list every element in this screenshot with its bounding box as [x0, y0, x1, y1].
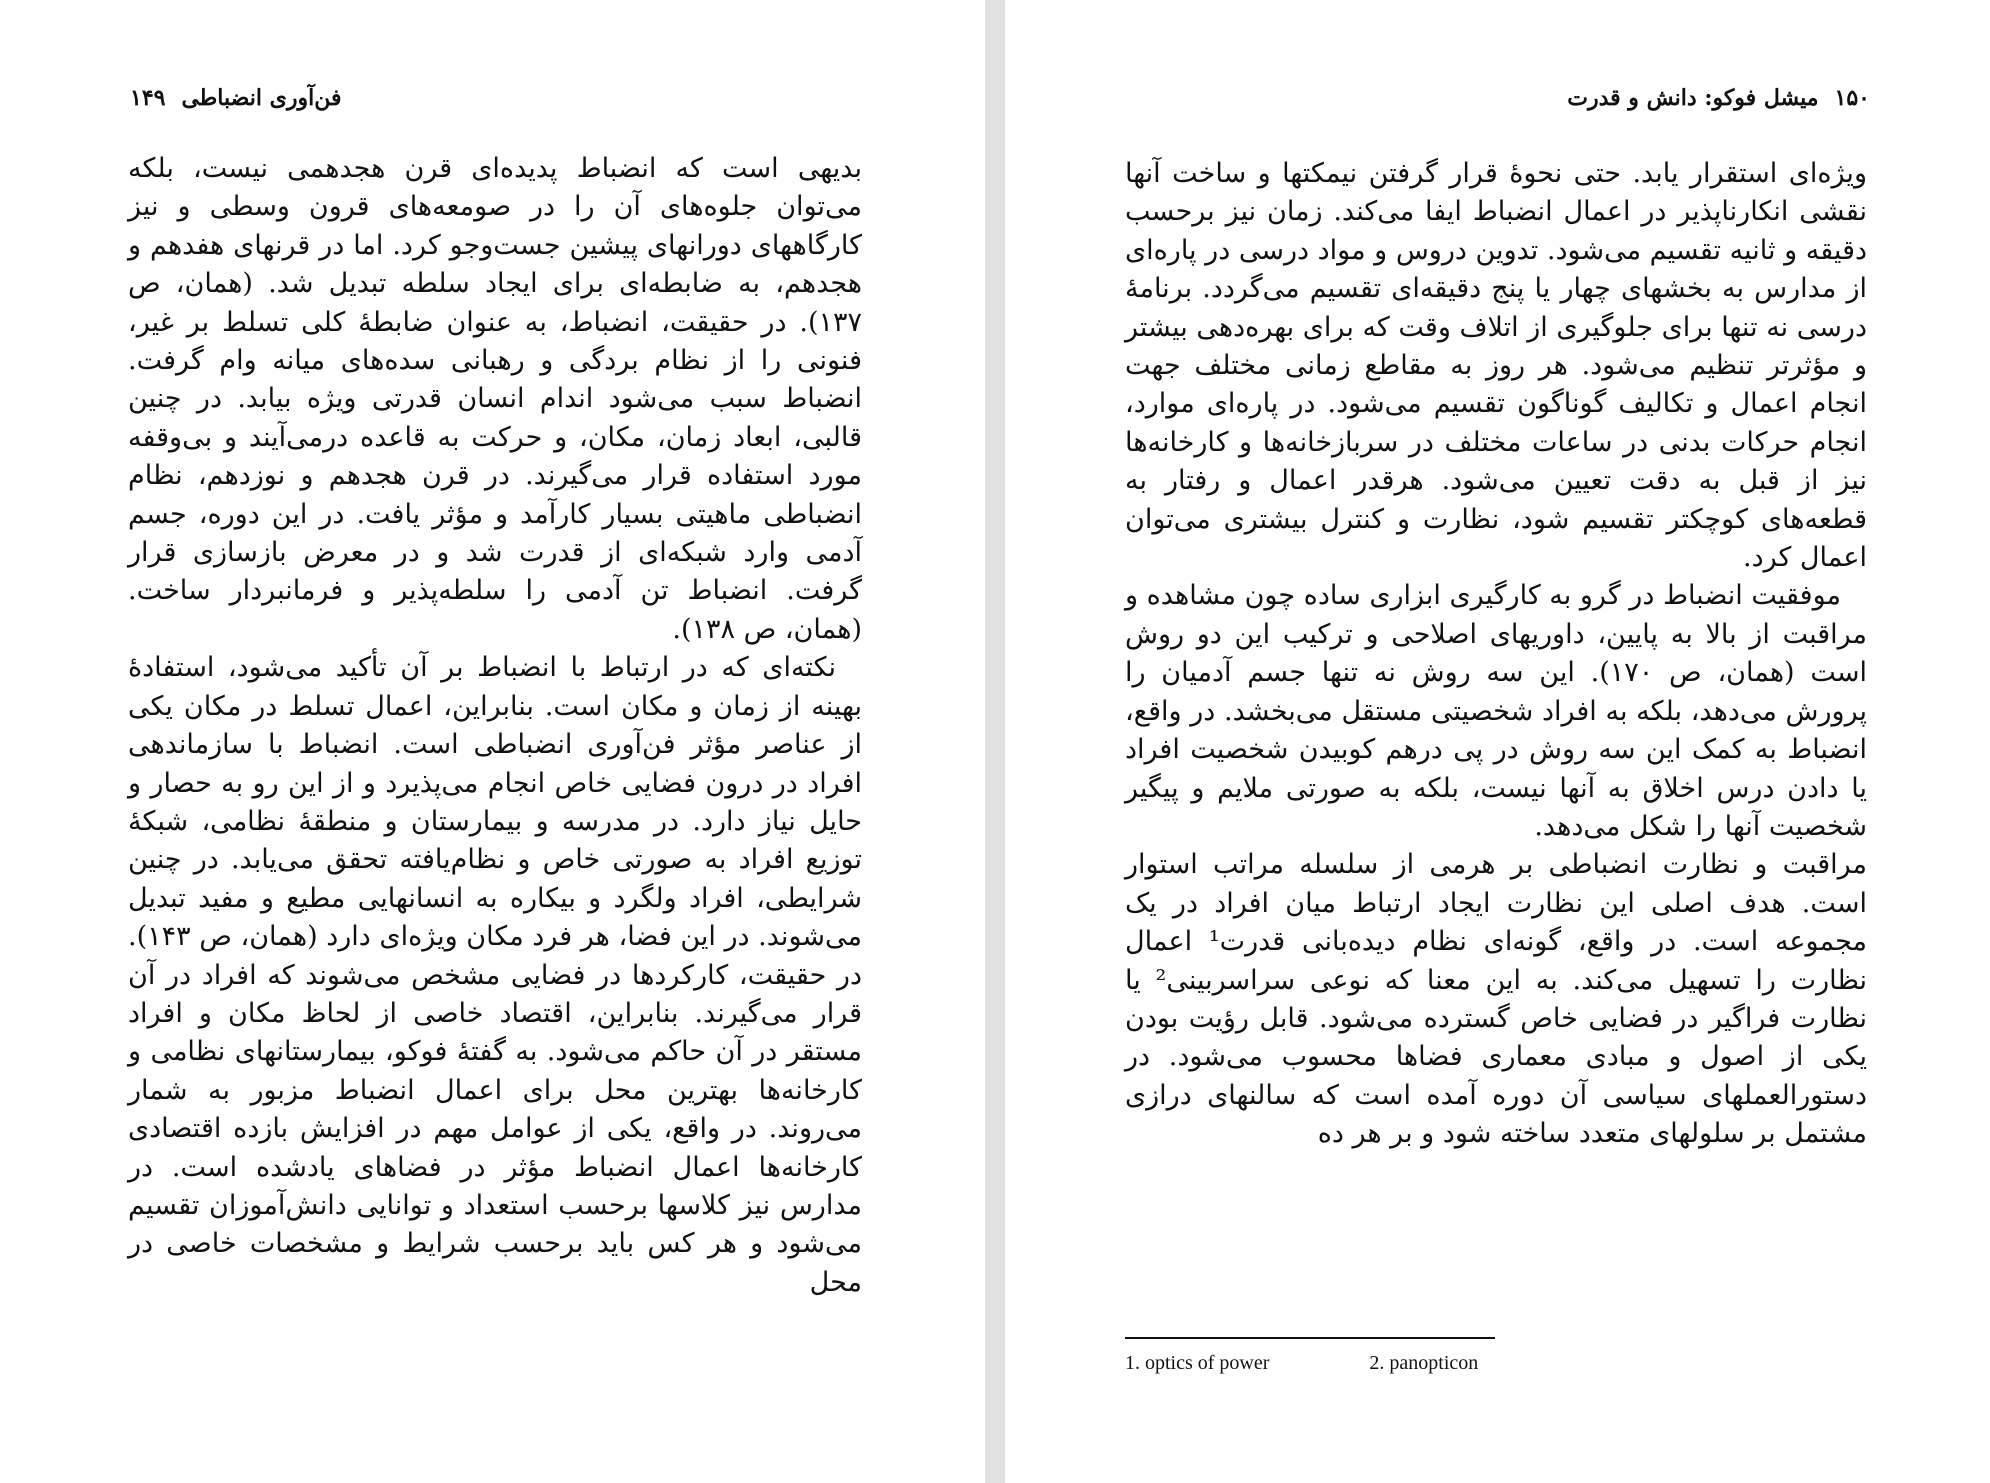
footnote: 2. panopticon — [1369, 1352, 1479, 1374]
page-number: ۱۵۰ — [1834, 85, 1870, 111]
right-page — [1005, 0, 1990, 1483]
body-text — [128, 150, 862, 1302]
footnote: 1. optics of power — [1125, 1352, 1270, 1374]
left-page — [0, 0, 985, 1483]
running-header — [130, 78, 860, 118]
running-title: میشل فوکو: دانش و قدرت — [1567, 85, 1819, 111]
page-number: ۱۴۹ — [130, 85, 166, 111]
paragraph: نکته‌ای که در ارتباط با انضباط بر آن تأکید می‌شود، استفادهٔ بهینه از زمان و مکان است. بنابراین، اعمال تسلط در مکان یکی از عناصر مؤثر فن‌آوری انضباطی است. انضباط با سازماندهی افراد در درون فضایی خاص انجام می‌پذیرد و از این رو به حصار و حایل نیاز دارد. در مدرسه و بیمارستان و منطقهٔ نظامی، شبکهٔ توزیع افراد به صورتی خاص و نظام‌یافته تحقق می‌یابد. در چنین شرایطی، افراد ولگرد و بیکاره به انسانهایی مطیع و مفید تبدیل می‌شوند. در این فضا، هر فرد مکان ویژه‌ای دارد (همان، ص ۱۴۳). در حقیقت، کارکردها در فضایی مشخص می‌شوند که افراد در آن قرار می‌گیرند. بنابراین، اقتصاد خاصی از لحاظ مکان و افراد مستقر در آن حاکم می‌شود. به گفتهٔ فوکو، بیمارستانهای نظامی و کارخانه‌ها بهترین محل برای اعمال انضباط مزبور به شمار می‌روند. در واقع، یکی از عوامل مهم در افزایش بازده اقتصادی کارخانه‌ها اعمال انضباط مؤثر در فضاهای یادشده است. در مدارس نیز کلاسها برحسب استعداد و توانایی دانش‌آموزان تقسیم می‌شود و هر کس باید برحسب شرایط و مشخصات خاصی در محل — [128, 652, 862, 1298]
paragraph: مراقبت و نظارت انضباطی بر هرمی از سلسله مراتب استوار است. هدف اصلی این نظارت ایجاد ارتباط میان افراد در یک مجموعه است. در واقع، گونه‌ای نظام دیده‌بانی قدرت¹ اعمال نظارت را تسهیل می‌کند. به این معنا که نوعی سراسربینی² یا نظارت فراگیر در فضایی خاص گسترده می‌شود. قابل رؤیت بودن یکی از اصول و مبادی معماری فضاها محسوب می‌شود. در دستورالعملهای سیاسی آن دوره آمده است که سالنهای درازی مشتمل بر سلولهای متعدد ساخته شود و بر هر ده — [1125, 849, 1867, 1150]
paragraph: بدیهی است که انضباط پدیده‌ای قرن هجدهمی نیست، بلکه می‌توان جلوه‌های آن را در صومعه‌های قرون وسطی و نیز کارگاههای دورانهای پیشین جست‌وجو کرد. اما در قرنهای هفدهم و هجدهم، به ضابطه‌ای برای ایجاد سلطه تبدیل شد. (همان، ص ۱۳۷). در حقیقت، انضباط، به عنوان ضابطهٔ کلی تسلط بر غیر، فنونی را از نظام بردگی و رهبانی سده‌های میانه وام گرفت. انضباط سبب می‌شود اندام انسان قدرتی ویژه بیابد. در چنین قالبی، ابعاد زمان، مکان، و حرکت به قاعده درمی‌آیند و بی‌وقفه مورد استفاده قرار می‌گیرند. در قرن هجدهم و نوزدهم، نظام انضباطی ماهیتی بسیار کارآمد و مؤثر یافت. در این دوره، جسم آدمی وارد شبکه‌ای از قدرت شد و در معرض بازسازی قرار گرفت. انضباط تن آدمی را سلطه‌پذیر و فرمانبردار ساخت. (همان، ص ۱۳۸). — [128, 153, 862, 645]
page-gutter — [985, 0, 1005, 1483]
running-header — [1130, 78, 1870, 118]
running-title: فن‌آوری انضباطی — [181, 85, 342, 111]
footnotes — [1125, 1352, 1685, 1375]
paragraph: موفقیت انضباط در گرو به کارگیری ابزاری ساده چون مشاهده و مراقبت از بالا به پایین، داوریهای اصلاحی و ترکیب این دو روش است (همان، ص ۱۷۰). این سه روش نه تنها جسم آدمیان را پرورش می‌دهد، بلکه به افراد شخصیتی مستقل می‌بخشد. در واقع، انضباط به کمک این سه روش در پی درهم کوبیدن شخصیت افراد یا دادن درس اخلاق به آنها نیست، بلکه به صورتی ملایم و پیگیر شخصیت آنها را شکل می‌دهد. — [1125, 580, 1867, 842]
paragraph: ویژه‌ای استقرار یابد. حتی نحوهٔ قرار گرفتن نیمکتها و ساخت آنها نقشی انکارناپذیر در اعمال انضباط ایفا می‌کند. زمان نیز برحسب دقیقه و ثانیه تقسیم می‌شود. تدوین دروس و مواد درسی در پاره‌ای از مدارس به بخشهای چهار یا پنج دقیقه‌ای تقسیم می‌گردد. برنامهٔ درسی نه تنها برای جلوگیری از اتلاف وقت که برای بهره‌دهی بیشتر و مؤثرتر تنظیم می‌شود. هر روز به مقاطع زمانی مختلف جهت انجام اعمال و تکالیف گوناگون تقسیم می‌شود. در پاره‌ای موارد، انجام حرکات بدنی در ساعات مختلف در سربازخانه‌ها و کارخانه‌ها نیز از قبل به دقت تعیین می‌شود. هرقدر اعمال و رفتار به قطعه‌های کوچکتر تقسیم شود، نظارت و کنترل بیشتری می‌توان اعمال کرد. — [1125, 158, 1867, 574]
body-text — [1125, 155, 1867, 1154]
footnote-rule — [1125, 1337, 1495, 1339]
